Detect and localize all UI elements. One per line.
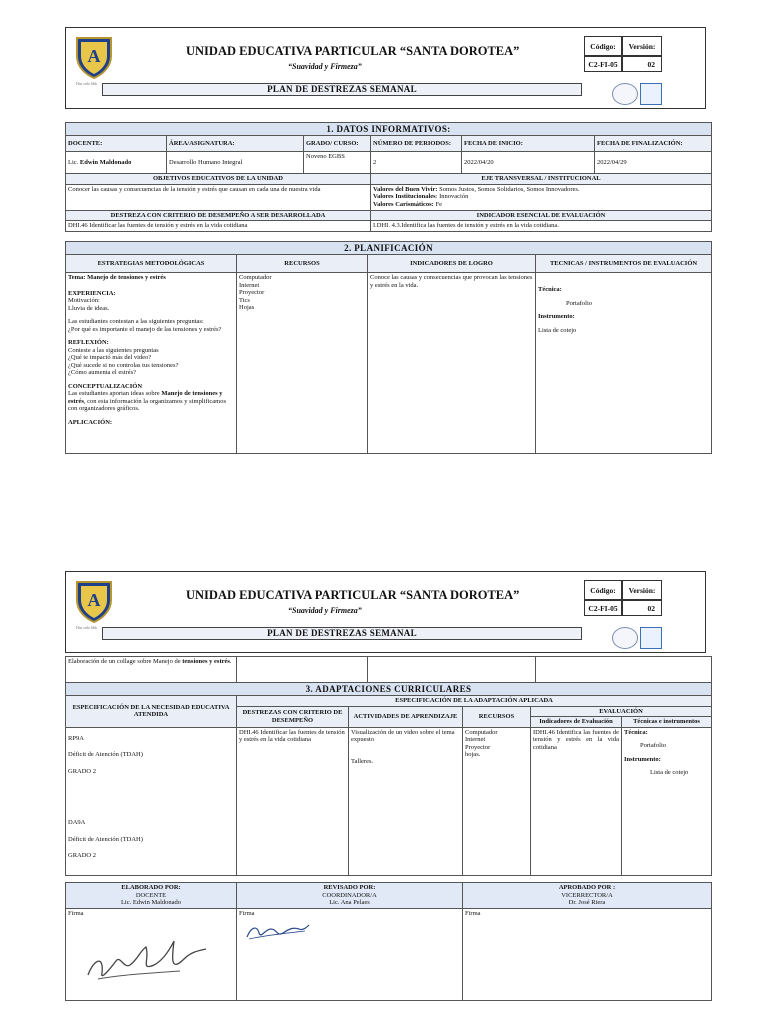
elaborado-heading: ELABORADO POR: <box>121 884 181 891</box>
tiny-note: Has sido bbb <box>76 81 97 86</box>
recurso-item: Proyector <box>465 743 491 751</box>
collage-c: . <box>229 658 232 665</box>
recurso-item: Internet <box>239 281 260 289</box>
page2-header <box>65 571 706 653</box>
page1-header <box>65 27 706 109</box>
valores-car-label: Valores Carismáticos: <box>373 200 434 208</box>
recurso-item: Computador <box>465 728 498 736</box>
tiny-note: Has sido bbb <box>76 625 97 630</box>
inicio-cell: 2022/04/20 <box>462 152 595 174</box>
experiencia-line: Motivación: <box>68 297 100 304</box>
code-label: Código: <box>584 580 622 600</box>
svg-text:A: A <box>87 590 101 610</box>
reflexion-line: ¿Qué te impactó más del video? <box>68 354 152 361</box>
adaptaciones-section-title: 3. ADAPTACIONES CURRICULARES <box>66 683 712 696</box>
estrategias-cell <box>66 273 237 454</box>
tecnicas-cell <box>536 273 712 454</box>
indicadores-header: INDICADORES DE LOGRO <box>368 255 536 273</box>
adaptaciones-table <box>65 682 712 876</box>
actividad-line: Talleres. <box>351 757 374 765</box>
school-motto: “Suavidad y Firmeza” <box>288 62 362 71</box>
preguntas-intro: Las estudiantes contestan a las siguientes preguntas: <box>68 318 204 325</box>
certification-badge-icon <box>640 83 662 105</box>
tecnica-label: Técnica: <box>624 728 648 736</box>
objetivos-header: OBJETIVOS EDUCATIVOS DE LA UNIDAD <box>66 174 371 185</box>
eje-header: EJE TRANSVERSAL / INSTITUCIONAL <box>371 174 712 185</box>
periodos-cell: 2 <box>371 152 462 174</box>
fin-header: FECHA DE FINALIZACIÓN: <box>595 136 712 152</box>
valores-vivir-label: Valores del Buen Vivir: <box>373 185 438 193</box>
firma-label: Firma <box>465 909 481 917</box>
signature-icon <box>80 929 220 989</box>
tecnica-value: Portafolio <box>566 299 592 307</box>
recurso-item: Internet <box>465 736 486 743</box>
student1-grado: GRADO 2 <box>68 767 96 775</box>
recursos-header: RECURSOS <box>463 706 531 727</box>
concept-b: Manejo de tensiones y estrés <box>68 390 223 405</box>
objetivos-cell: Conocer las causas y consecuencias de la tensión y estrés que causan en cada una de nuestra vida <box>66 184 371 210</box>
collage-cell <box>66 657 237 683</box>
certification-seal-icon <box>612 83 638 105</box>
student2-grado: GRADO 2 <box>68 852 96 859</box>
recurso-item: Computador <box>239 274 272 281</box>
school-title: UNIDAD EDUCATIVA PARTICULAR “SANTA DOROTEA” <box>186 44 520 58</box>
recursos-header: RECURSOS <box>237 255 368 273</box>
reflexion-line: ¿Cómo aumenta el estrés? <box>68 369 137 376</box>
valores-vivir: Somos Justos, Somos Solidarios, Somos Innovadores. <box>439 185 580 193</box>
empty-cell <box>237 657 368 683</box>
firma-label: Firma <box>239 909 255 917</box>
student1-code: RP9A <box>68 734 84 742</box>
docente-name: Edwin Maldonado <box>79 158 132 166</box>
tecnica-value: Portafolio <box>640 742 666 749</box>
fin-cell: 2022/04/29 <box>595 152 712 174</box>
indicador-cell: I.DHI. 4.3.Identifica las fuentes de tensión y estrés en la vida cotidiana. <box>371 221 712 232</box>
plan-title: PLAN DE DESTREZAS SEMANAL <box>102 627 582 640</box>
collage-a: Elaboración de un collage sobre Manejo de <box>68 658 181 665</box>
svg-text:A: A <box>87 46 101 66</box>
elaborado-rol: DOCENTE <box>135 891 167 899</box>
docente-header: DOCENTE: <box>66 136 167 152</box>
tecnica-label: Técnica: <box>538 286 562 293</box>
recursos-cell <box>237 273 368 454</box>
valores-car: Fe <box>435 200 442 208</box>
code-label: Código: <box>584 36 622 56</box>
firmas-table <box>65 882 712 1001</box>
elaborado-cell <box>66 883 237 909</box>
instrumento-label: Instrumento: <box>624 755 661 763</box>
instrumento-label: Instrumento: <box>538 313 575 320</box>
pregunta-line: ¿Por qué es importante el manejo de las tensiones y estrés? <box>68 325 222 333</box>
revisado-cell <box>237 883 463 909</box>
valores-inst: : Innovación <box>435 193 469 200</box>
version-label: Versión: <box>622 36 662 56</box>
instrumento-value: Lista de cotejo <box>650 769 689 776</box>
indicador-eval-cell: IDHI.46 Identifica las fuentes de tensión y estrés en la vida cotidiana <box>531 727 622 875</box>
experiencia-line: Lluvia de ideas. <box>68 304 110 312</box>
eje-cell <box>371 184 712 210</box>
collage-row-table <box>65 656 712 683</box>
school-crest-icon <box>73 578 115 624</box>
area-header: ÁREA/ASIGNATURA: <box>167 136 304 152</box>
tecnicas-header: TECNICAS / INSTRUMENTOS DE EVALUACIÓN <box>536 255 712 273</box>
tecnicas-instr-header: Técnicas e instrumentos <box>622 717 712 728</box>
revisado-nombre: Lic. Ana Pelaes <box>329 899 370 906</box>
evaluacion-header: EVALUACIÓN <box>531 706 712 717</box>
version-value: 02 <box>622 56 662 72</box>
firma-revisado-cell <box>237 908 463 1000</box>
actividades-header: ACTIVIDADES DE APRENDIZAJE <box>349 706 463 727</box>
recurso-item: hojas. <box>465 751 481 758</box>
destreza-header: DESTREZA CON CRITERIO DE DESEMPEÑO A SER DESARROLLADA <box>66 210 371 221</box>
certification-seal-icon <box>612 627 638 649</box>
recurso-item: Proyector <box>239 289 265 296</box>
indicador-logro-cell: Conoce las causas y consecuencias que provocan las tensiones y estrés en la vida. <box>368 273 536 454</box>
plan-title: PLAN DE DESTREZAS SEMANAL <box>102 83 582 96</box>
revisado-heading: REVISADO POR: <box>323 884 376 891</box>
firma-label: Firma <box>68 909 84 917</box>
conceptualizacion-text <box>68 390 234 413</box>
concept-c: , con esta información la organizamos y simplificamos con organizadores gráficos. <box>68 397 227 412</box>
aprobado-rol: VICERRECTOR/A <box>561 891 613 899</box>
school-motto: “Suavidad y Firmeza” <box>288 606 362 615</box>
firma-aprobado-cell <box>463 908 712 1000</box>
tecnicas-eval-cell <box>622 727 712 875</box>
instrumento-value: Lista de cotejo <box>538 326 577 334</box>
aplicacion-heading: APLICACIÓN: <box>68 418 113 426</box>
school-crest-icon <box>73 34 115 80</box>
grado-header: GRADO/ CURSO: <box>304 136 371 152</box>
docente-cell <box>66 152 167 174</box>
periodos-header: NÚMERO DE PERIODOS: <box>371 136 462 152</box>
tema: Tema: Manejo de tensiones y estrés <box>68 274 166 281</box>
planificacion-section-title: 2. PLANIFICACIÓN <box>66 242 712 255</box>
datos-informativos-table <box>65 122 712 232</box>
reflexion-line: Conteste a las siguientes preguntas <box>68 346 159 354</box>
actividades-cell <box>349 727 463 875</box>
destreza-cell: DHI.46 Identificar las fuentes de tensión y estrés en la vida cotidiana <box>66 221 371 232</box>
especificacion-header: ESPECIFICACIÓN DE LA NECESIDAD EDUCATIVA ATENDIDA <box>66 696 237 728</box>
version-value: 02 <box>622 600 662 616</box>
indicador-header: INDICADOR ESENCIAL DE EVALUACIÓN <box>371 210 712 221</box>
indicadores-eval-header: Indicadores de Evaluación <box>531 717 622 728</box>
estudiantes-cell <box>66 727 237 875</box>
revisado-rol: COORDINADOR/A <box>322 891 377 899</box>
version-label: Versión: <box>622 580 662 600</box>
collage-b: tensiones y estrés <box>182 658 230 665</box>
docente-prefix: Lic. <box>68 158 79 166</box>
recurso-item: Hojas <box>239 304 255 311</box>
firma-elaborado-cell <box>66 908 237 1000</box>
elaborado-nombre: Lic. Edwin Maldonado <box>120 899 182 906</box>
aprobado-cell <box>463 883 712 909</box>
esp-aplicada-header: ESPECIFICACIÓN DE LA ADAPTACIÓN APLICADA <box>237 696 712 707</box>
signature-icon <box>243 919 313 945</box>
reflexion-heading: REFLEXIÓN: <box>68 339 109 346</box>
recursos-cell <box>463 727 531 875</box>
estrategias-header: ESTRATEGIAS METODOLÓGICAS <box>66 255 237 273</box>
conceptualizacion-heading: CONCEPTUALIZACIÓN <box>68 382 143 390</box>
school-title: UNIDAD EDUCATIVA PARTICULAR “SANTA DOROTEA” <box>186 588 520 602</box>
student2-deficit: Déficit de Atención (TDAH) <box>68 835 143 843</box>
code-value: C2-FI-05 <box>584 56 622 72</box>
planificacion-table <box>65 241 712 454</box>
student2-code: DA9A <box>68 819 86 826</box>
empty-cell <box>368 657 536 683</box>
grado-cell: Noveno EGBS <box>304 152 371 174</box>
destrezas-header: DESTREZAS CON CRITERIO DE DESEMPEÑO <box>237 706 349 727</box>
experiencia-heading: EXPERIENCIA: <box>68 289 116 297</box>
aprobado-nombre: Dr. José Riera <box>568 899 606 906</box>
inicio-header: FECHA DE INICIO: <box>462 136 595 152</box>
aprobado-heading: APROBADO POR : <box>558 884 616 891</box>
area-cell: Desarrollo Humano Integral <box>167 152 304 174</box>
student1-deficit: Déficit de Atención (TDAH) <box>68 751 143 758</box>
empty-cell <box>536 657 712 683</box>
recurso-item: Tics <box>239 296 250 304</box>
code-value: C2-FI-05 <box>584 600 622 616</box>
actividad-line: Visualización de un video sobre el tema expuesto <box>351 728 455 743</box>
valores-inst-label: Valores Institucionales <box>373 193 436 200</box>
certification-badge-icon <box>640 627 662 649</box>
concept-a: Las estudiantes aportan ideas sobre <box>68 390 160 397</box>
reflexion-line: ¿Qué sucede si no controlas tus tensiones? <box>68 361 179 369</box>
datos-section-title: 1. DATOS INFORMATIVOS: <box>66 123 712 136</box>
destreza-cell: DHI.46 Identificar las fuentes de tensión y estrés en la vida cotidiana <box>237 727 349 875</box>
